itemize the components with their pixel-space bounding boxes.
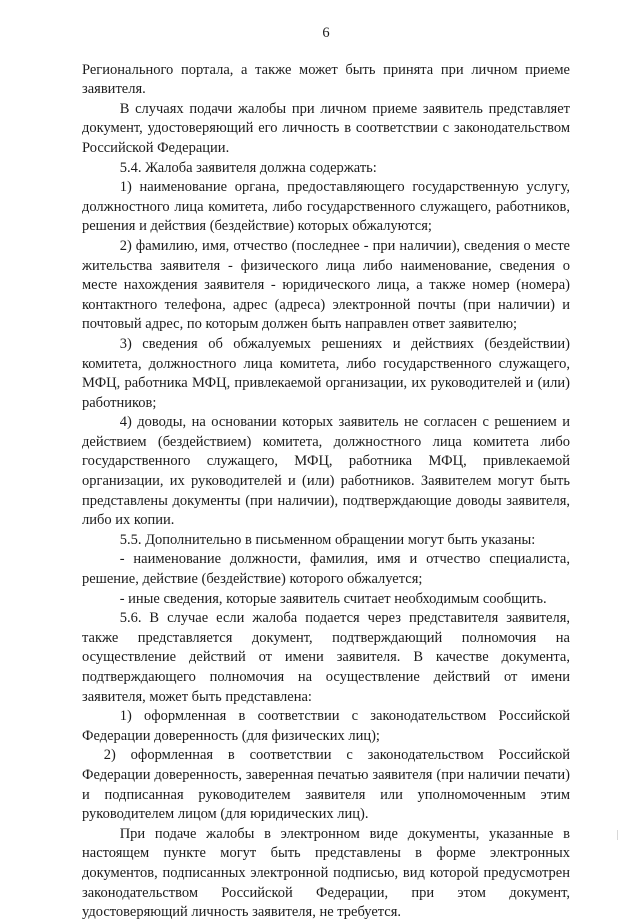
paragraph-5-5-item-2: - иные сведения, которые заявитель считает необходимым сообщить.: [119, 590, 547, 607]
paragraph-5-6-item-2: 2) оформленная в соответствии с законодательством Российской Федерации доверенность, заверенная печатью заявителя (при наличии печати) и подписанная руководителем заявителя или уполномоченным этим руководителем лицом (для юридических лиц).: [82, 747, 570, 823]
paragraph-electronic-submission: При подаче жалобы в электронном виде документы, указанные в настоящем пункте могут быть представлены в форме электронных документов, подписанных электронной подписью, вид которой предусмотрен законодательством Российской Федерации, при этом документ, удостоверяющий личность заявителя, не требуется.: [82, 825, 570, 921]
page-number: 6: [322, 25, 330, 41]
paragraph-5-4-item-4: 4) доводы, на основании которых заявитель не согласен с решением и действием (бездействием) комитета, должностного лица комитета либо государственного служащего, МФЦ, работника МФЦ, привлекаемой организации, их руководителей и (или) работников. Заявителем могут быть представлены документы (при наличии), подтверждающие доводы заявителя, либо их копии.: [82, 414, 570, 529]
scan-artifact-mark: [617, 830, 618, 840]
paragraph-5-4-item-1: 1) наименование органа, предоставляющего государственную услугу, должностного лица комитета, либо государственного служащего, работников, решения и действия (бездействие) которых обжалуются;: [82, 179, 570, 235]
paragraph-5-4-item-3: 3) сведения об обжалуемых решениях и действиях (бездействии) комитета, должностного лица комитета, либо государственного служащего, МФЦ, работника МФЦ, привлекаемой организации, их руководителей и (или) работников;: [82, 335, 570, 411]
paragraph-personal-reception: В случаях подачи жалобы при личном приеме заявитель представляет документ, удостоверяющий его личность в соответствии с законодательством Российской Федерации.: [82, 100, 570, 156]
paragraph-5-6-item-1: 1) оформленная в соответствии с законодательством Российской Федерации доверенность (для физических лиц);: [82, 708, 570, 744]
paragraph-continuation: Регионального портала, а также может быть принята при личном приеме заявителя.: [82, 61, 570, 98]
paragraph-5-5-heading: 5.5. Дополнительно в письменном обращении могут быть указаны:: [119, 531, 536, 548]
paragraph-5-4-heading: 5.4. Жалоба заявителя должна содержать:: [119, 159, 377, 176]
paragraph-5-6: 5.6. В случае если жалоба подается через представителя заявителя, также представляется документ, подтверждающий полномочия на осуществление действий от имени заявителя. В качестве документа, подтверждающего полномочия на осуществление действий от имени заявителя, может быть представлена:: [82, 610, 570, 705]
paragraph-5-4-item-2: 2) фамилию, имя, отчество (последнее - при наличии), сведения о месте жительства заявителя - физического лица либо наименование, сведения о месте нахождения заявителя - юридического лица, а также номер (номера) контактного телефона, адрес (адреса) электронной почты (при наличии) и почтовый адрес, по которым должен быть направлен ответ заявителю;: [82, 237, 570, 333]
paragraph-5-5-item-1: - наименование должности, фамилия, имя и отчество специалиста, решение, действие (бездействие) которого обжалуется;: [82, 551, 570, 588]
